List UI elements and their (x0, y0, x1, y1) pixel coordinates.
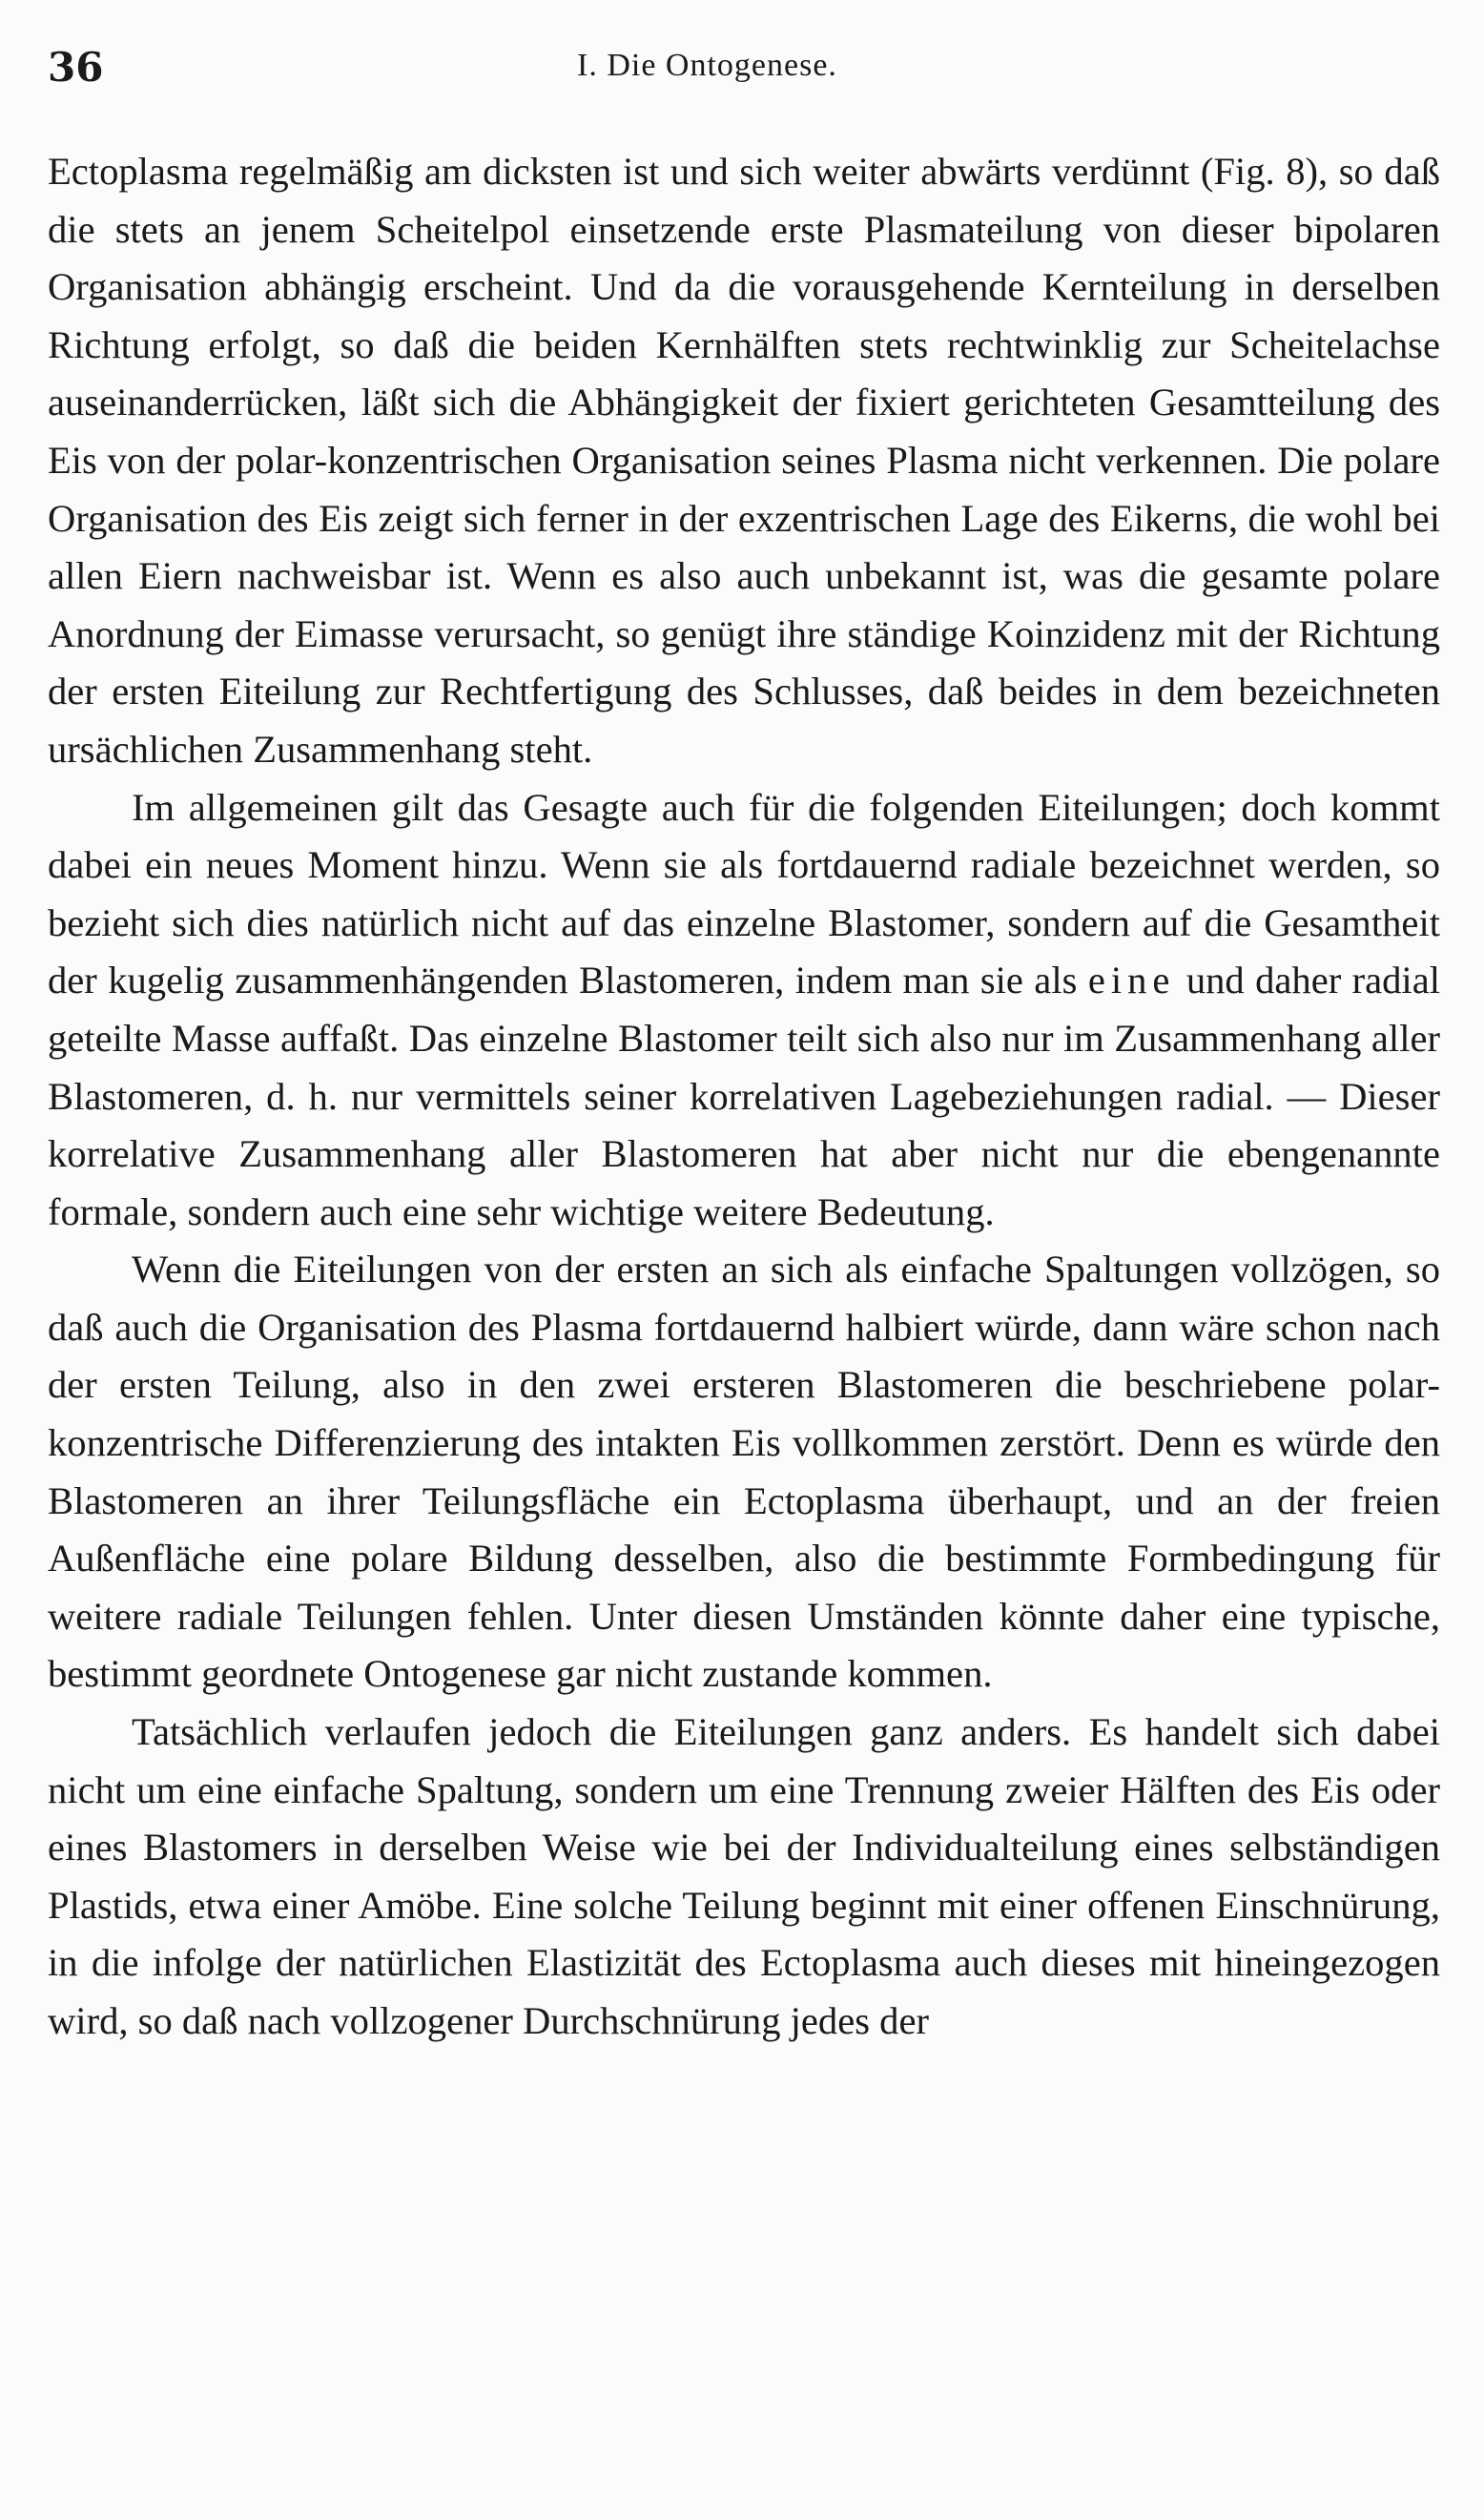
body-text (48, 143, 1440, 2051)
page-header (48, 44, 1440, 101)
page-number: 36 (48, 44, 104, 91)
paragraph-1: Ectoplasma regelmäßig am dicksten ist und sich weiter abwärts verdünnt (Fig. 8), so daß die stets an jenem Scheitelpol einsetzende erste Plasmateilung von dieser bipolaren Organisation abhängig erscheint. Und da die vorausgehende Kernteilung in derselben Richtung erfolgt, so daß die beiden Kernhälften stets rechtwinklig zur Scheitelachse auseinanderrücken, läßt sich die Abhängigkeit der fixiert gerichteten Gesamtteilung des Eis von der polar-konzentrischen Organisation seines Plasma nicht verkennen. Die polare Organisation des Eis zeigt sich ferner in der exzentrischen Lage des Eikerns, die wohl bei allen Eiern nachweisbar ist. Wenn es also auch unbekannt ist, was die gesamte polare Anordnung der Eimasse verursacht, so genügt ihre ständige Koinzidenz mit der Richtung der ersten Eiteilung zur Rechtfertigung des Schlusses, daß beides in dem bezeichneten ursächlichen Zusammenhang steht. (48, 150, 1440, 771)
running-head: I. Die Ontogenese. (577, 48, 837, 83)
paragraph-4: Tatsächlich verlaufen jedoch die Eiteilungen ganz anders. Es handelt sich dabei nicht um eine einfache Spaltung, sondern um eine Trennung zweier Hälften des Eis oder eines Blastomers in derselben Weise wie bei der Individualteilung eines selbständigen Plastids, etwa einer Amöbe. Eine solche Teilung beginnt mit einer offenen Einschnürung, in die infolge der natürlichen Elastizität des Ectoplasma auch dieses mit hineingezogen wird, so daß nach vollzogener Durchschnürung jedes der (48, 1710, 1440, 2042)
paragraph-2-text-after: und daher radial geteilte Masse auffaßt. Das einzelne Blastomer teilt sich also nur im Zusammenhang aller Blastomeren, d. h. nur vermittels seiner korrelativen Lagebeziehungen radial. — Dieser korrelative Zusammenhang aller Blastomeren hat aber nicht nur die ebengenannte formale, sondern auch eine sehr wichtige weitere Bedeutung. (48, 959, 1440, 1233)
paragraph-2-text-before: Im allgemeinen gilt das Gesagte auch für die folgenden Eiteilungen; doch kommt dabei ein neues Moment hinzu. Wenn sie als fortdauernd radiale bezeichnet werden, so bezieht sich dies natürlich nicht auf das einzelne Blastomer, sondern auf die Gesamtheit der kugelig zusammenhängenden Blastomeren, indem man sie als (48, 785, 1440, 1002)
paragraph-2 (48, 779, 1440, 1242)
emphasis-eine: eine (1087, 959, 1176, 1002)
paragraph-3: Wenn die Eiteilungen von der ersten an sich als einfache Spaltungen vollzögen, so daß auch die Organisation des Plasma fortdauernd halbiert würde, dann wäre schon nach der ersten Teilung, also in den zwei ersteren Blastomeren die beschriebene polar-konzentrische Differenzierung des intakten Eis vollkommen zerstört. Denn es würde den Blastomeren an ihrer Teilungsfläche ein Ectoplasma überhaupt, und an der freien Außenfläche eine polare Bildung desselben, also die bestimmte Formbedingung für weitere radiale Teilungen fehlen. Unter diesen Umständen könnte daher eine typische, bestimmt geordnete Ontogenese gar nicht zustande kommen. (48, 1248, 1440, 1696)
